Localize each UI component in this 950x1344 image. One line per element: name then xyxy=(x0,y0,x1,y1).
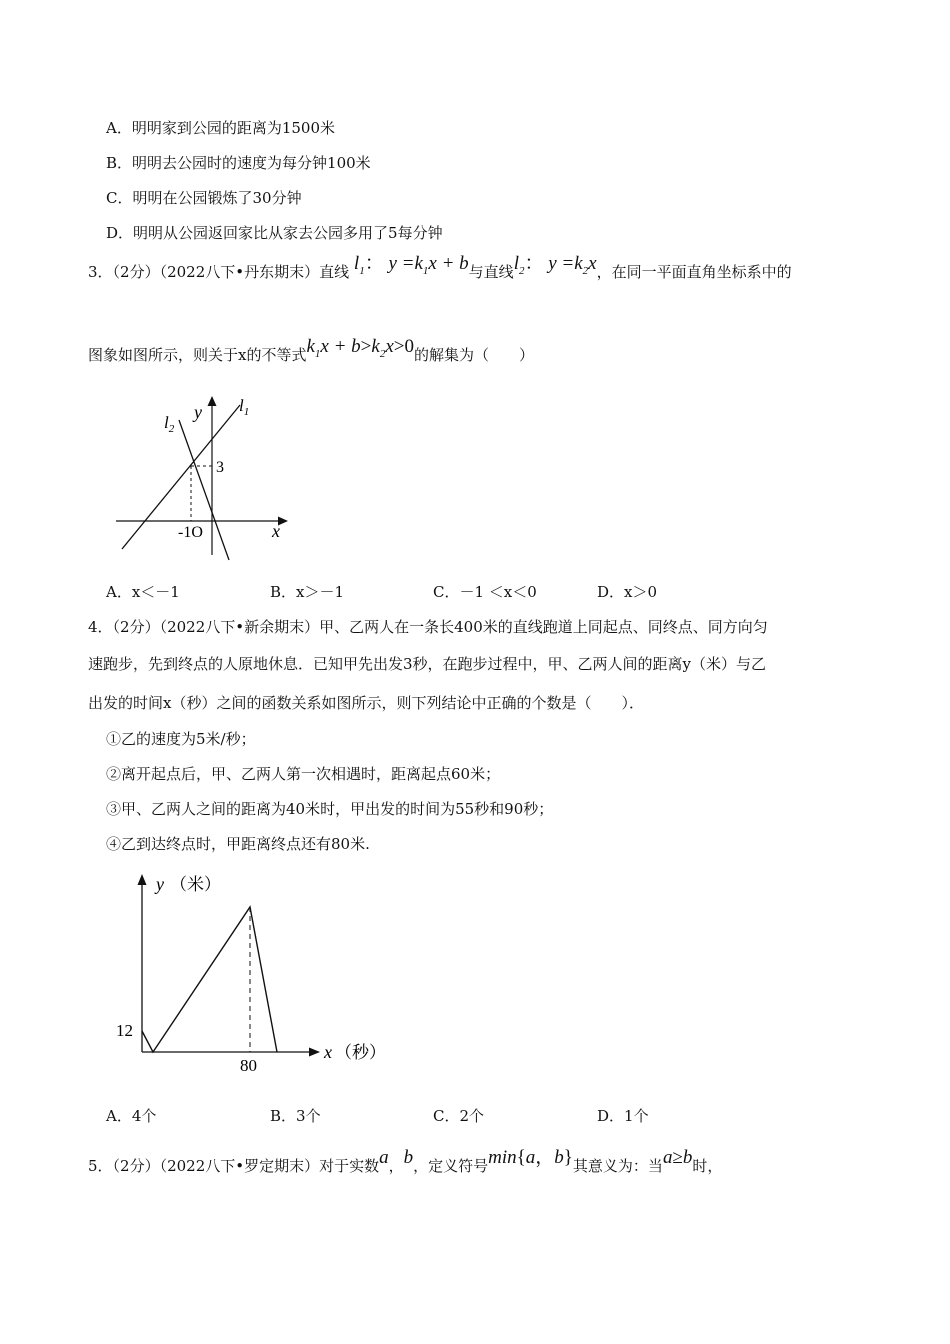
q4-y-arrow xyxy=(138,874,147,885)
q3-label-neg1-origin: -1O xyxy=(178,524,203,541)
q3-score: （2分） xyxy=(112,263,160,281)
q2-option-a: A．明明家到公园的距离为1500米 xyxy=(106,119,336,137)
q4-option-a: A．4个 xyxy=(106,1107,157,1125)
q5-meaning: 其意义为：当 xyxy=(572,1157,663,1175)
q3-stem-line2 xyxy=(88,336,534,372)
q3-stem-line1 xyxy=(88,253,792,289)
q3-number: 3． xyxy=(88,263,113,281)
q2-option-b: B．明明去公园时的速度为每分钟100米 xyxy=(106,154,371,172)
q3-option-d: D．x＞0 xyxy=(597,583,658,601)
q4-statement-1: ①乙的速度为5米/秒； xyxy=(106,730,256,748)
q3-option-a: A．x＜－1 xyxy=(106,583,180,601)
q3-line1-formula: $l_1$： $y =k_1x + b$ xyxy=(353,253,469,277)
q4-label-12: 12 xyxy=(116,1021,133,1040)
q4-statement-3: ③甲、乙两人之间的距离为40米时，甲出发的时间为55秒和90秒； xyxy=(106,800,554,818)
q2-option-d: D．明明从公园返回家比从家去公园多用了5每分钟 xyxy=(106,224,443,242)
q3-source: （2022八下•丹东期末） xyxy=(159,263,320,281)
q4-option-b: B．3个 xyxy=(270,1107,321,1125)
q3-graph xyxy=(110,390,300,565)
q4-distance-line xyxy=(142,907,277,1052)
q4-label-x: x xyxy=(324,1042,332,1062)
q4-option-d: D．1个 xyxy=(597,1107,649,1125)
q4-statement-2: ②离开起点后，甲、乙两人第一次相遇时，距离起点60米； xyxy=(106,765,501,783)
q3-text-e: 的解集为（ ） xyxy=(413,346,534,364)
q4-label-y: y xyxy=(156,874,164,894)
q3-text-a: 直线 xyxy=(319,263,350,281)
q3-text-d: 图象如图所示，则关于x的不等式 xyxy=(88,346,307,364)
q4-option-c: C．2个 xyxy=(433,1107,485,1125)
q3-option-b: B．x＞－1 xyxy=(270,583,345,601)
q5-stem-line1 xyxy=(88,1147,723,1176)
q3-label-l2: $l_2$ xyxy=(164,413,175,435)
q4-statement-4: ④乙到达终点时，甲距离终点还有80米. xyxy=(106,835,370,853)
q5-suffix: 时， xyxy=(692,1157,723,1175)
q4-label-x-unit: （秒） xyxy=(335,1043,386,1062)
q3-text-c: ，在同一平面直角坐标系中的 xyxy=(596,263,792,281)
q4-label-y-unit: （米） xyxy=(170,875,221,894)
q3-line2-formula: $l_2$： $y =k_2x$ xyxy=(513,253,597,277)
q4-label-80: 80 xyxy=(240,1056,257,1075)
q4-graph xyxy=(110,868,410,1078)
q3-inequality: $k_1x + b>k_2x>0$ xyxy=(306,336,414,360)
q4-stem-line3: 出发的时间x（秒）之间的函数关系如图所示，则下列结论中正确的个数是（ ）． xyxy=(88,694,644,712)
q5-prefix: 5．（2分）（2022八下•罗定期末）对于实数 xyxy=(88,1157,380,1175)
q3-label-y: y xyxy=(194,402,202,422)
q4-x-arrow xyxy=(309,1048,320,1057)
q5-var-b: b xyxy=(403,1147,414,1168)
q5-comma: ， xyxy=(388,1157,404,1175)
q3-y-arrow xyxy=(208,396,217,406)
q3-text-b: 与直线 xyxy=(468,263,514,281)
q5-condition: a≥b xyxy=(662,1147,693,1168)
q3-label-x: x xyxy=(272,521,280,541)
q3-label-3: 3 xyxy=(216,459,224,476)
q5-var-a: a xyxy=(379,1147,389,1168)
q5-min-expression: min{a，b} xyxy=(488,1147,573,1168)
q2-option-c: C．明明在公园锻炼了30分钟 xyxy=(106,189,302,207)
q3-option-c: C．－1 ＜x＜0 xyxy=(433,583,537,601)
q5-mid: ，定义符号 xyxy=(413,1157,489,1175)
q3-label-l1: $l_1$ xyxy=(239,396,250,418)
q4-stem-line1: 4．（2分）（2022八下•新余期末）甲、乙两人在一条长400米的直线跑道上同起点、同终点、同方向匀 xyxy=(88,618,768,636)
q4-stem-line2: 速跑步，先到终点的人原地休息．已知甲先出发3秒，在跑步过程中，甲、乙两人间的距离y（米）与乙 xyxy=(88,655,767,673)
